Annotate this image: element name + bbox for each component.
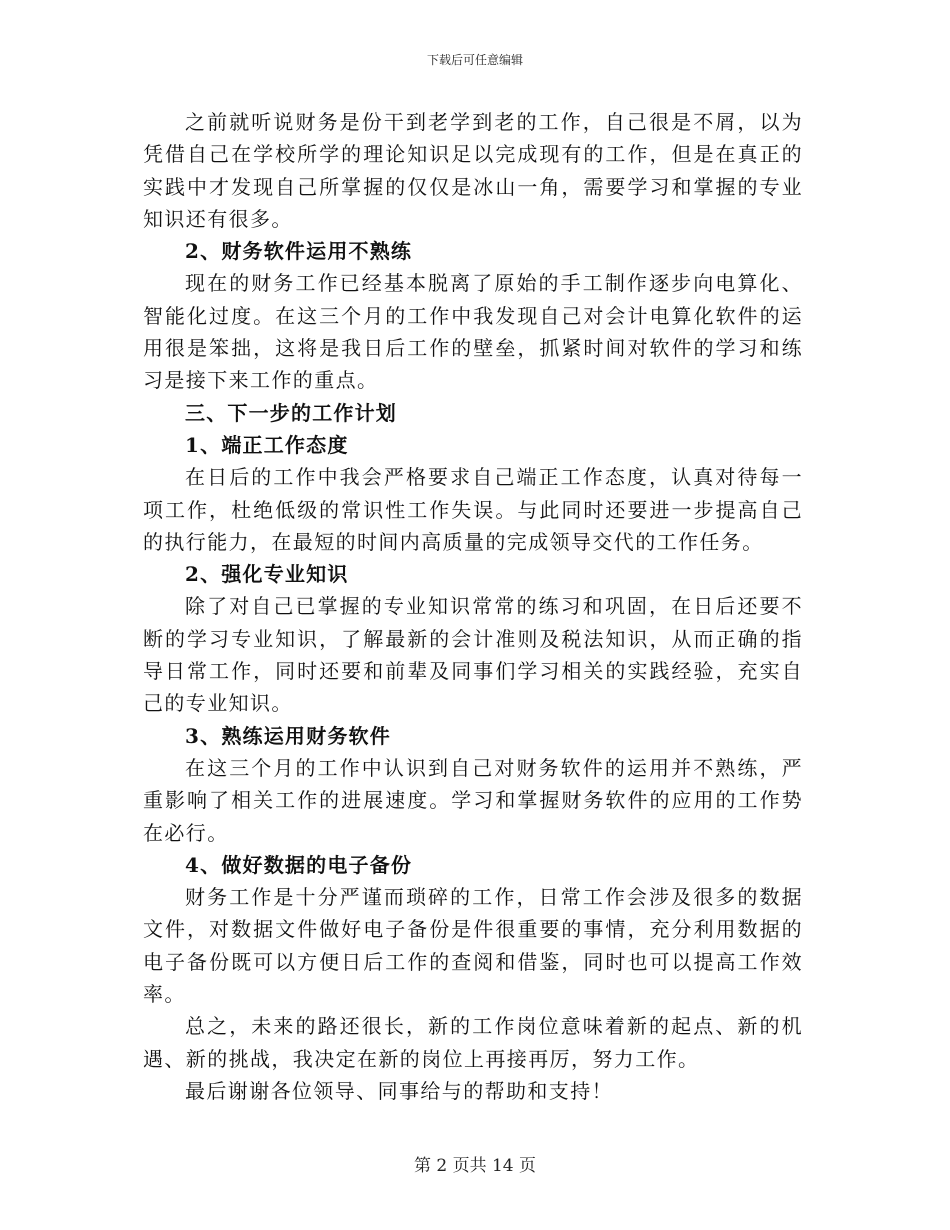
heading-attitude: 1、端正工作态度 xyxy=(185,432,349,457)
page-header: 下载后可任意编辑 xyxy=(426,53,523,67)
paragraph-3: 在日后的工作中我会严格要求自己端正工作态度，认真对待每一项工作，杜绝低级的常识性工作失误。与此同时还要进一步提高自己的执行能力，在最短的时间内高质量的完成领导交代的工作任务。 xyxy=(143,465,803,554)
heading-next-plan: 三、下一步的工作计划 xyxy=(185,400,397,425)
document-body xyxy=(143,106,803,1107)
heading-software-skill: 2、财务软件运用不熟练 xyxy=(185,239,413,264)
heading-data-backup: 4、做好数据的电子备份 xyxy=(185,852,413,877)
paragraph-7: 总之，未来的路还很长，新的工作岗位意味着新的起点、新的机遇、新的挑战，我决定在新的岗位上再接再厉，努力工作。 xyxy=(143,1014,803,1071)
paragraph-5: 在这三个月的工作中认识到自己对财务软件的运用并不熟练，严重影响了相关工作的进展速度。学习和掌握财务软件的应用的工作势在必行。 xyxy=(143,755,803,845)
heading-software-usage: 3、熟练运用财务软件 xyxy=(185,723,391,748)
heading-professional-knowledge: 2、强化专业知识 xyxy=(185,562,349,587)
paragraph-8: 最后谢谢各位领导、同事给与的帮助和支持！ xyxy=(185,1078,613,1103)
paragraph-4: 除了对自己已掌握的专业知识常常的练习和巩固，在日后还要不断的学习专业知识，了解最新的会计准则及税法知识，从而正确的指导日常工作，同时还要和前辈及同事们学习相关的实践经验，充实自己的专业知识。 xyxy=(143,594,803,716)
paragraph-1: 之前就听说财务是份干到老学到老的工作，自己很是不屑，以为凭借自己在学校所学的理论知识足以完成现有的工作，但是在真正的实践中才发现自己所掌握的仅仅是冰山一角，需要学习和掌握的专业知识还有很多。 xyxy=(143,110,803,231)
page-number-footer: 第 2 页共 14 页 xyxy=(413,1156,537,1176)
paragraph-6: 财务工作是十分严谨而琐碎的工作，日常工作会涉及很多的数据文件，对数据文件做好电子备份是件很重要的事情，充分利用数据的电子备份既可以方便日后工作的查阅和借鉴，同时也可以提高工作效率。 xyxy=(143,885,803,1007)
paragraph-2: 现在的财务工作已经基本脱离了原始的手工制作逐步向电算化、智能化过度。在这三个月的工作中我发现自己对会计电算化软件的运用很是笨拙，这将是我日后工作的壁垒，抓紧时间对软件的学习和练习是接下来工作的重点。 xyxy=(143,271,803,393)
